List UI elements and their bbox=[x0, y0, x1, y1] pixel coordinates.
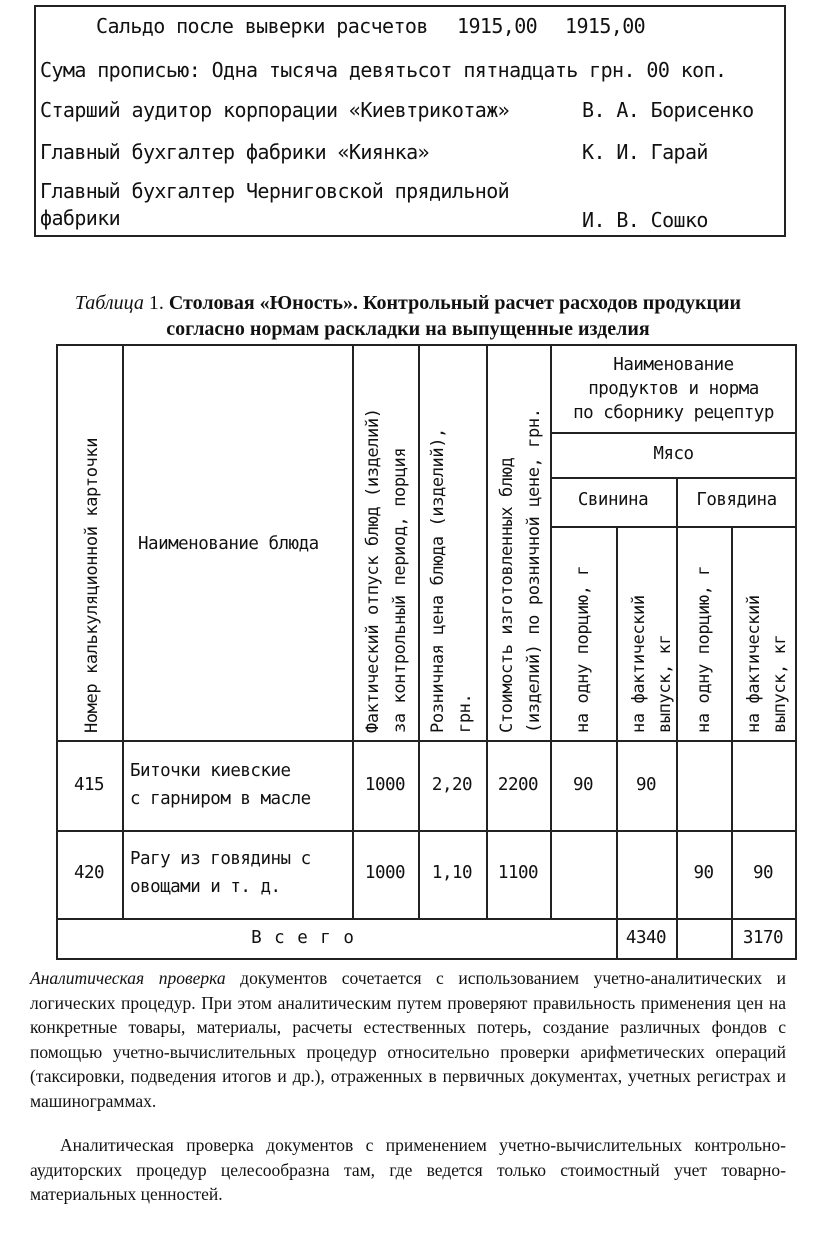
signature-role: Главный бухгалтер фабрики «Киянка» bbox=[40, 140, 429, 164]
signature-role: Главный бухгалтер Черниговской прядильной bbox=[40, 179, 510, 203]
table-caption bbox=[0, 292, 816, 315]
header-cost: Стоимость изготовленных блюд bbox=[497, 457, 517, 733]
header-card-number: Номер калькуляционной карточки bbox=[82, 437, 102, 733]
signature-name: И. В. Сошко bbox=[582, 208, 708, 232]
header-dish-name: Наименование блюда bbox=[138, 534, 319, 554]
caption-prefix: Таблица bbox=[74, 292, 144, 314]
cell-pork-output: 90 bbox=[635, 775, 657, 795]
balance-value-1: 1915,00 bbox=[457, 14, 538, 38]
cell-dish: Биточки киевские bbox=[130, 761, 291, 781]
signature-role: Старший аудитор корпорации «Киевтрикотаж» bbox=[40, 98, 510, 122]
header-beef: Говядина bbox=[696, 490, 777, 510]
header-products: Наименование bbox=[613, 355, 734, 375]
cell-beef-portion: 90 bbox=[693, 863, 714, 883]
cell-cost: 1100 bbox=[497, 863, 539, 883]
balance-label: Сальдо после выверки расчетов bbox=[96, 14, 428, 38]
total-label: В с е г о bbox=[251, 928, 355, 948]
header-products-cont: продуктов и норма bbox=[588, 379, 759, 399]
cell-cost: 2200 bbox=[497, 775, 539, 795]
caption-title-cont: согласно нормам раскладки на выпущенные изделия bbox=[166, 318, 650, 340]
cell-pork-portion: 90 bbox=[572, 775, 594, 795]
cell-price: 1,10 bbox=[431, 863, 473, 883]
total-beef-output: 3170 bbox=[742, 928, 784, 948]
signature-name: В. А. Борисенко bbox=[582, 98, 754, 122]
paragraph-text: документов сочетается с использованием учетно-аналитических и логических процедур. При этом аналитическим путем проверяют правильность применения цен на конкретные товары, материалы, расчеты естественных потерь, создание различных фондов с помощью учетно-вычислительных процедур относительно проверки арифметических операций (таксировки, подведения итогов и др.), отраженных в первичных документах, учетных регистрах и машинограммах. bbox=[30, 968, 787, 1111]
header-products-cont2: по сборнику рецептур bbox=[573, 403, 774, 423]
total-pork-output: 4340 bbox=[625, 928, 667, 948]
header-beef-per-output-cont: выпуск, кг bbox=[770, 634, 790, 733]
signature-name: К. И. Гарай bbox=[582, 140, 708, 164]
cell-dish-cont: овощами и т. д. bbox=[130, 877, 281, 897]
header-retail-price: Розничная цена блюда (изделий), bbox=[428, 428, 448, 733]
header-pork: Свинина bbox=[577, 490, 649, 510]
signature-role: фабрики bbox=[40, 206, 121, 230]
amount-in-words: Сума прописью: Одна тысяча девятьсот пятнадцать грн. 00 коп. bbox=[40, 58, 727, 82]
cell-output: 1000 bbox=[364, 863, 406, 883]
header-beef-per-portion: на одну порцию, г bbox=[694, 565, 714, 733]
cell-dish-cont: с гарниром в масле bbox=[130, 789, 311, 809]
cell-beef-output: 90 bbox=[752, 863, 774, 883]
paragraph-analytical-check bbox=[30, 966, 786, 1113]
header-pork-per-output-cont: выпуск, кг bbox=[655, 634, 675, 733]
header-meat: Мясо bbox=[653, 444, 694, 464]
paragraph-cost-accounting: Аналитическая проверка документов с применением учетно-вычислительных контрольно-аудиторских процедур целесообразна там, где ведется только стоимостный учет товарно-материальных ценностей. bbox=[30, 1135, 786, 1204]
caption-title: Столовая «Юность». Контрольный расчет расходов продукции bbox=[168, 292, 742, 314]
header-cost-cont: (изделий) по розничной цене, грн. bbox=[524, 408, 544, 733]
header-beef-per-output: на фактический bbox=[744, 595, 764, 733]
cell-card: 420 bbox=[73, 863, 105, 883]
paragraph-italic-term: Аналитическая проверка bbox=[30, 968, 226, 988]
cell-price: 2,20 bbox=[431, 775, 473, 795]
header-retail-price-cont: грн. bbox=[455, 693, 475, 733]
cell-dish: Рагу из говядины с bbox=[130, 849, 311, 869]
cell-output: 1000 bbox=[364, 775, 406, 795]
header-actual-output-cont: за контрольный период, порция bbox=[390, 447, 410, 733]
header-actual-output: Фактический отпуск блюд (изделий) bbox=[363, 408, 383, 733]
header-pork-per-output: на фактический bbox=[629, 595, 649, 733]
header-pork-per-portion: на одну порцию, г bbox=[573, 565, 593, 733]
balance-value-2: 1915,00 bbox=[565, 14, 646, 38]
cell-card: 415 bbox=[73, 775, 105, 795]
caption-number: 1. bbox=[148, 292, 164, 314]
table-caption-line2 bbox=[0, 318, 816, 341]
